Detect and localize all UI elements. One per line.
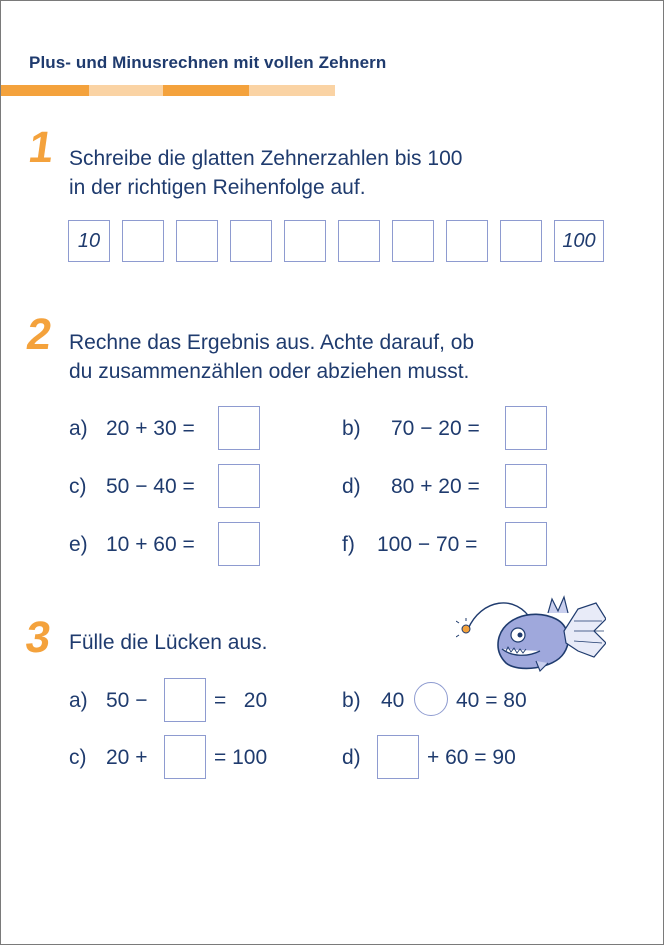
page-title: Plus- und Minusrechnen mit vollen Zehnern <box>29 53 387 72</box>
task1-instruction-line1: Schreibe die glatten Zehnerzahlen bis 100 <box>69 147 463 170</box>
sequence-box[interactable] <box>284 220 326 262</box>
item-label: c) <box>69 475 87 498</box>
sequence-box[interactable] <box>500 220 542 262</box>
equation-right: + 60 = 90 <box>427 746 516 769</box>
answer-box[interactable] <box>377 735 419 779</box>
item-label: c) <box>69 746 87 769</box>
item-label: b) <box>342 689 361 712</box>
equation-left: 20 + <box>106 746 148 769</box>
equation: 10 + 60 = <box>106 533 195 556</box>
equation-right: 40 = 80 <box>456 689 527 712</box>
item-label: a) <box>69 689 88 712</box>
equation: 50 − 40 = <box>106 475 195 498</box>
sequence-box[interactable] <box>122 220 164 262</box>
sequence-box[interactable]: 100 <box>554 220 604 262</box>
operator-circle[interactable] <box>414 682 448 716</box>
header-bar-dark <box>163 85 249 96</box>
equation-right: = 100 <box>214 746 268 769</box>
task-number-3: 3 <box>22 613 54 662</box>
answer-box[interactable] <box>218 406 260 450</box>
header-bar-dark <box>1 85 89 96</box>
sequence-box[interactable]: 10 <box>68 220 110 262</box>
sequence-box[interactable] <box>230 220 272 262</box>
sequence-box[interactable] <box>446 220 488 262</box>
equation: 70 − 20 = <box>391 417 480 440</box>
answer-box[interactable] <box>505 464 547 508</box>
item-label: e) <box>69 533 88 556</box>
equation: 100 − 70 = <box>377 533 478 556</box>
answer-box[interactable] <box>218 464 260 508</box>
item-label: a) <box>69 417 88 440</box>
item-label: d) <box>342 475 361 498</box>
answer-box[interactable] <box>164 735 206 779</box>
answer-box[interactable] <box>218 522 260 566</box>
anglerfish-illustration <box>456 591 606 676</box>
answer-box[interactable] <box>505 522 547 566</box>
answer-box[interactable] <box>164 678 206 722</box>
header-bar-light <box>89 85 163 96</box>
task3-instruction: Fülle die Lücken aus. <box>69 631 268 654</box>
task2-instruction-line2: du zusammenzählen oder abziehen musst. <box>69 360 470 383</box>
sequence-box[interactable] <box>392 220 434 262</box>
item-label: d) <box>342 746 361 769</box>
header-bar-light <box>249 85 335 96</box>
equation: 80 + 20 = <box>391 475 480 498</box>
equation-right: = 20 <box>214 689 268 712</box>
equation: 20 + 30 = <box>106 417 195 440</box>
item-label: b) <box>342 417 361 440</box>
sequence-box[interactable] <box>338 220 380 262</box>
task-number-1: 1 <box>25 123 57 172</box>
answer-box[interactable] <box>505 406 547 450</box>
task2-instruction-line1: Rechne das Ergebnis aus. Achte darauf, ob <box>69 331 475 354</box>
sequence-box[interactable] <box>176 220 218 262</box>
task1-instruction-line2: in der richtigen Reihenfolge auf. <box>69 176 366 199</box>
equation-left: 50 − <box>106 689 148 712</box>
item-label: f) <box>342 533 355 556</box>
task-number-2: 2 <box>23 310 55 359</box>
equation-left: 40 <box>381 689 405 712</box>
